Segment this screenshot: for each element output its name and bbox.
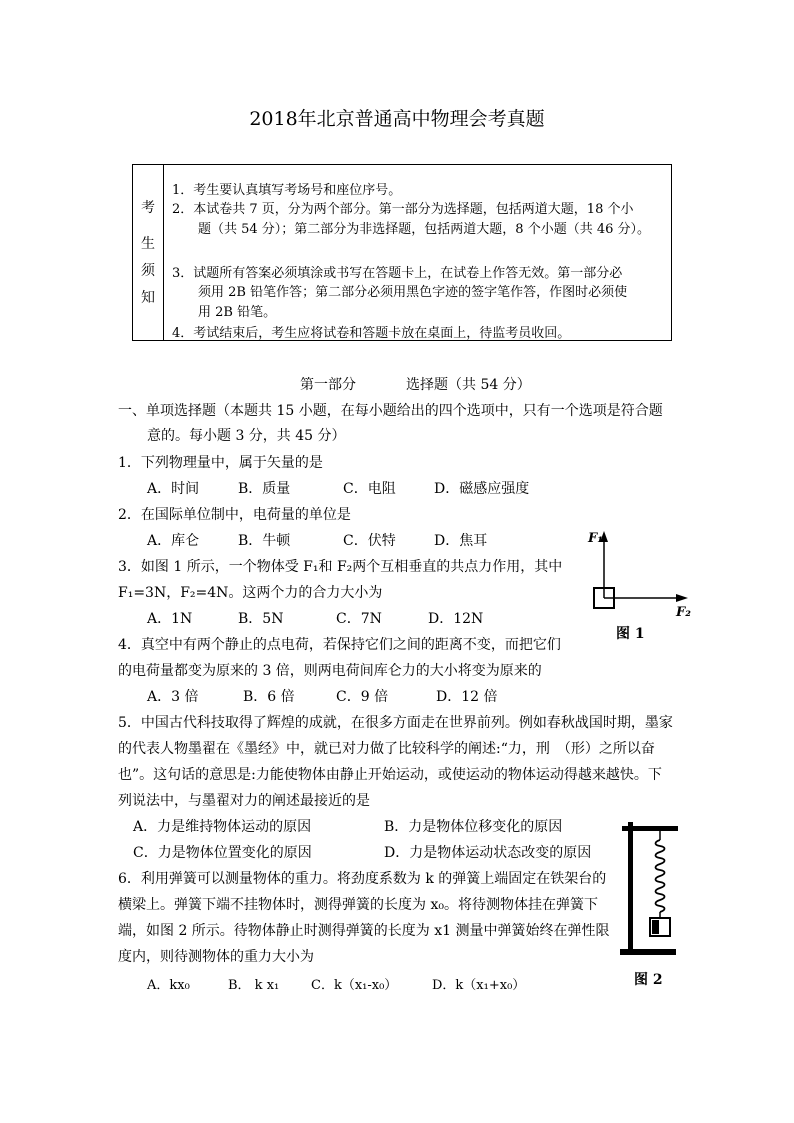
question-4-option-c: C．9 倍	[336, 689, 389, 705]
question-5-option-d: D．力是物体运动状态改变的原因	[384, 845, 592, 861]
question-6-option-c: C．k（x₁-x₀）	[311, 978, 398, 993]
figure-1-caption: 图 1	[616, 626, 645, 642]
question-2-option-a: A．库仑	[147, 533, 200, 549]
question-6-option-a: A．kx₀	[147, 978, 190, 993]
question-3-stem: 3．如图 1 所示，一个物体受 F₁和 F₂两个互相垂直的共点力作用，其中	[118, 559, 563, 575]
notice-item-3-cont: 用 2B 铅笔。	[198, 305, 277, 320]
notice-side-char: 考	[141, 200, 155, 216]
question-1-option-a: A．时间	[147, 481, 200, 497]
question-5-stem-cont: 也”。这句话的意思是:力能使物体由静止开始运动，或使运动的物体运动得越来越快。下	[118, 767, 662, 783]
notice-item-3-cont: 须用 2B 铅笔作答；第二部分必须用黑色字迹的签字笔作答，作图时必须使	[198, 285, 628, 300]
question-5-stem-cont: 列说法中，与墨翟对力的阐述最接近的是	[118, 793, 370, 809]
page-title: 2018年北京普通高中物理会考真题	[249, 108, 545, 130]
question-6-stem-cont: 横梁上。弹簧下端不挂物体时，测得弹簧的长度为 x₀。将待测物体挂在弹簧下	[118, 897, 598, 913]
question-1-option-b: B．质量	[238, 481, 291, 497]
question-2-option-c: C．伏特	[343, 533, 396, 549]
question-6-stem: 6．利用弹簧可以测量物体的重力。将劲度系数为 k 的弹簧上端固定在铁架台的	[118, 871, 607, 887]
question-3-option-d: D．12N	[428, 611, 484, 627]
notice-side-char: 须	[141, 263, 155, 279]
question-4-option-b: B．6 倍	[243, 689, 295, 705]
question-5-option-a: A．力是维持物体运动的原因	[133, 819, 312, 835]
question-3-stem-cont: F₁=3N，F₂=4N。这两个力的合力大小为	[118, 585, 383, 601]
part-heading-left: 第一部分	[300, 377, 356, 393]
question-5-stem-cont: 的代表人物墨翟在《墨经》中，就已对力做了比较科学的阐述:“力，刑 （形）之所以奋	[118, 741, 655, 757]
notice-item-1: 1．考生要认真填写考场号和座位序号。	[172, 183, 402, 198]
question-2-option-d: D．焦耳	[434, 533, 488, 549]
notice-item-2: 2．本试卷共 7 页，分为两个部分。第一部分为选择题，包括两道大题，18 个小	[172, 202, 634, 217]
notice-side-char: 知	[141, 290, 155, 306]
question-1-stem: 1．下列物理量中，属于矢量的是	[118, 455, 323, 471]
question-5-option-c: C．力是物体位置变化的原因	[133, 845, 312, 861]
question-3-option-a: A．1N	[147, 611, 193, 627]
figure-2-caption: 图 2	[634, 972, 663, 988]
notice-item-2-cont: 题（共 54 分）；第二部分为非选择题，包括两道大题，8 个小题（共 46 分）。	[198, 222, 651, 237]
question-1-option-c: C．电阻	[343, 481, 396, 497]
question-4-option-a: A．3 倍	[147, 689, 199, 705]
figure-2-spring-stand	[614, 818, 686, 990]
question-4-stem: 4．真空中有两个静止的点电荷，若保持它们之间的距离不变，而把它们	[118, 637, 561, 653]
section-heading: 一、单项选择题（本题共 15 小题，在每小题给出的四个选项中，只有一个选项是符合题	[118, 403, 663, 419]
question-6-stem-cont: 度内，则待测物体的重力大小为	[118, 949, 314, 965]
notice-side-label	[133, 165, 164, 340]
section-heading-cont: 意的。每小题 3 分，共 45 分）	[147, 428, 346, 444]
question-3-option-b: B．5N	[238, 611, 284, 627]
figure-1-force-diagram	[580, 528, 700, 646]
question-5-stem: 5．中国古代科技取得了辉煌的成就，在很多方面走在世界前列。例如春秋战国时期，墨家	[118, 715, 673, 731]
figure-1-f1-label: F₁	[588, 531, 603, 546]
question-2-option-b: B．牛顿	[238, 533, 291, 549]
notice-item-4: 4．考试结束后，考生应将试卷和答题卡放在桌面上，待监考员收回。	[172, 326, 571, 341]
question-3-option-c: C．7N	[336, 611, 382, 627]
notice-item-3: 3．试题所有答案必须填涂或书写在答题卡上，在试卷上作答无效。第一部分必	[172, 266, 623, 281]
part-heading-right: 选择题（共 54 分）	[406, 377, 531, 393]
question-6-stem-cont: 端，如图 2 所示。待物体静止时测得弹簧的长度为 x1 测量中弹簧始终在弹性限	[118, 923, 610, 939]
question-6-option-d: D．k（x₁+x₀）	[432, 978, 526, 993]
question-6-option-b: B． k x₁	[228, 978, 280, 993]
question-1-option-d: D．磁感应强度	[434, 481, 530, 497]
question-5-option-b: B．力是物体位移变化的原因	[384, 819, 563, 835]
question-4-stem-cont: 的电荷量都变为原来的 3 倍，则两电荷间库仑力的大小将变为原来的	[118, 663, 542, 679]
question-2-stem: 2．在国际单位制中，电荷量的单位是	[118, 507, 351, 523]
figure-1-f2-label: F₂	[676, 605, 691, 620]
notice-side-char: 生	[141, 236, 155, 252]
question-4-option-d: D．12 倍	[436, 689, 498, 705]
